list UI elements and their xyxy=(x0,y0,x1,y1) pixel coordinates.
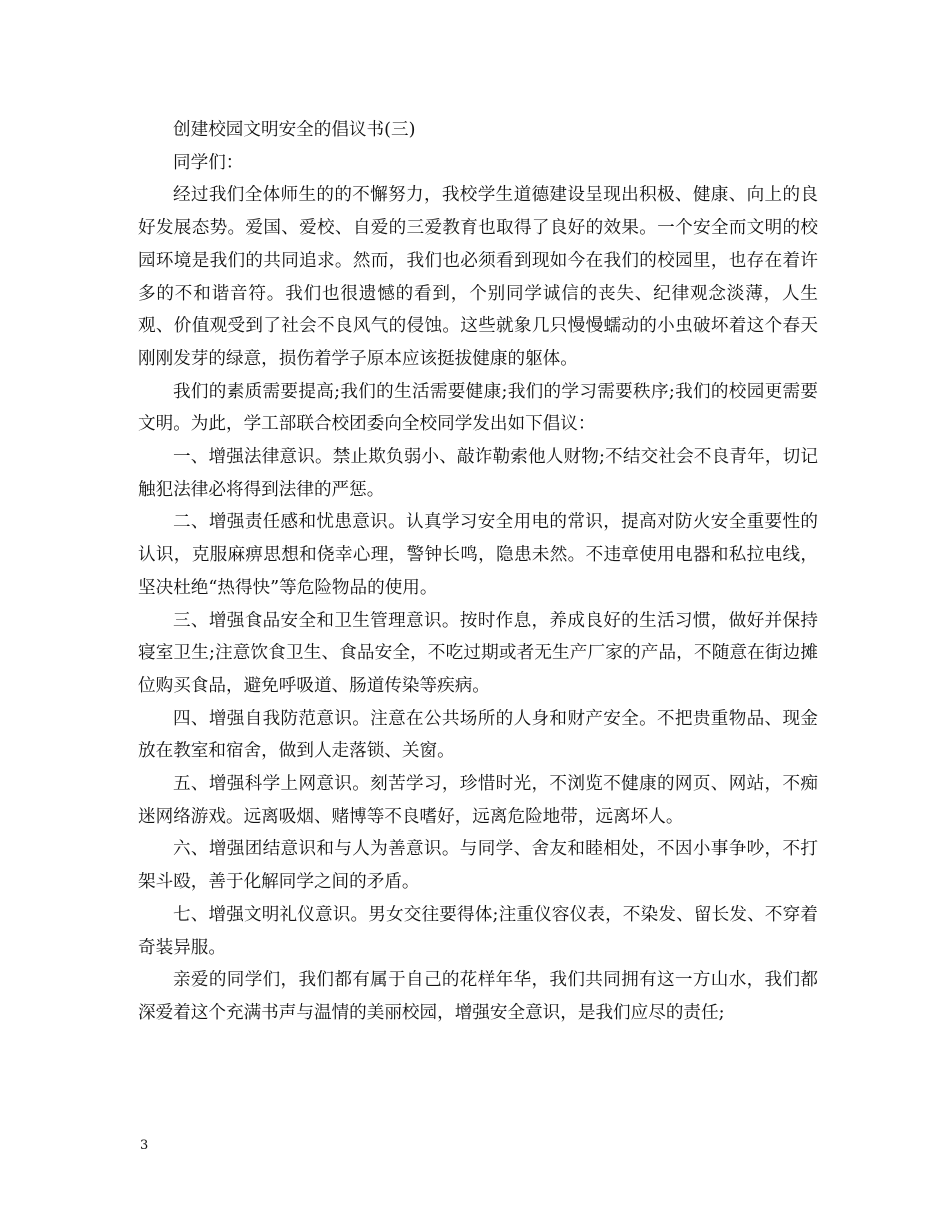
paragraph-needs: 我们的素质需要提高;我们的生活需要健康;我们的学习需要秩序;我们的校园更需要文明。为此，学工部联合校团委向全校同学发出如下倡议： xyxy=(138,381,818,435)
document-title: 创建校园文明安全的倡议书(三) xyxy=(173,120,416,140)
proposal-item-3: 三、增强食品安全和卫生管理意识。按时作息，养成良好的生活习惯，做好并保持寝室卫生;注意饮食卫生、食品安全，不吃过期或者无生产厂家的产品，不随意在街边摊位购买食品，避免呼吸道、肠道传染等疾病。 xyxy=(138,610,818,696)
document-body xyxy=(138,114,818,1030)
proposal-item-1: 一、增强法律意识。禁止欺负弱小、敲诈勒索他人财物;不结交社会不良青年，切记触犯法律必将得到法律的严惩。 xyxy=(138,447,818,500)
salutation: 同学们： xyxy=(173,152,244,173)
proposal-item-2: 二、增强责任感和忧患意识。认真学习安全用电的常识，提高对防火安全重要性的认识，克服麻痹思想和侥幸心理，警钟长鸣，隐患未然。不违章使用电器和私拉电线，坚决杜绝“热得快”等危险物品的使用。 xyxy=(138,512,818,598)
paragraph-closing: 亲爱的同学们，我们都有属于自己的花样年华，我们共同拥有这一方山水，我们都深爱着这个充满书声与温情的美丽校园，增强安全意识，是我们应尽的责任; xyxy=(138,970,818,1023)
page-number: 3 xyxy=(140,1138,149,1153)
proposal-item-6: 六、增强团结意识和与人为善意识。与同学、舍友和睦相处，不因小事争吵，不打架斗殴，善于化解同学之间的矛盾。 xyxy=(138,839,818,893)
proposal-item-4: 四、增强自我防范意识。注意在公共场所的人身和财产安全。不把贵重物品、现金放在教室和宿舍，做到人走落锁、关窗。 xyxy=(138,708,818,762)
paragraph-intro: 经过我们全体师生的的不懈努力，我校学生道德建设呈现出积极、健康、向上的良好发展态势。爱国、爱校、自爱的三爱教育也取得了良好的效果。一个安全而文明的校园环境是我们的共同追求。然而，我们也必须看到现如今在我们的校园里，也存在着许多的不和谐音符。我们也很遗憾的看到，个别同学诚信的丧失、纪律观念淡薄，人生观、价值观受到了社会不良风气的侵蚀。这些就象几只慢慢蠕动的小虫破坏着这个春天刚刚发芽的绿意，损伤着学子原本应该挺拔健康的躯体。 xyxy=(138,185,818,369)
proposal-item-7: 七、增强文明礼仪意识。男女交往要得体;注重仪容仪表，不染发、留长发、不穿着奇装异服。 xyxy=(138,904,818,958)
proposal-item-5: 五、增强科学上网意识。刻苦学习，珍惜时光，不浏览不健康的网页、网站，不痴迷网络游戏。远离吸烟、赌博等不良嗜好，远离危险地带，远离坏人。 xyxy=(138,774,818,827)
